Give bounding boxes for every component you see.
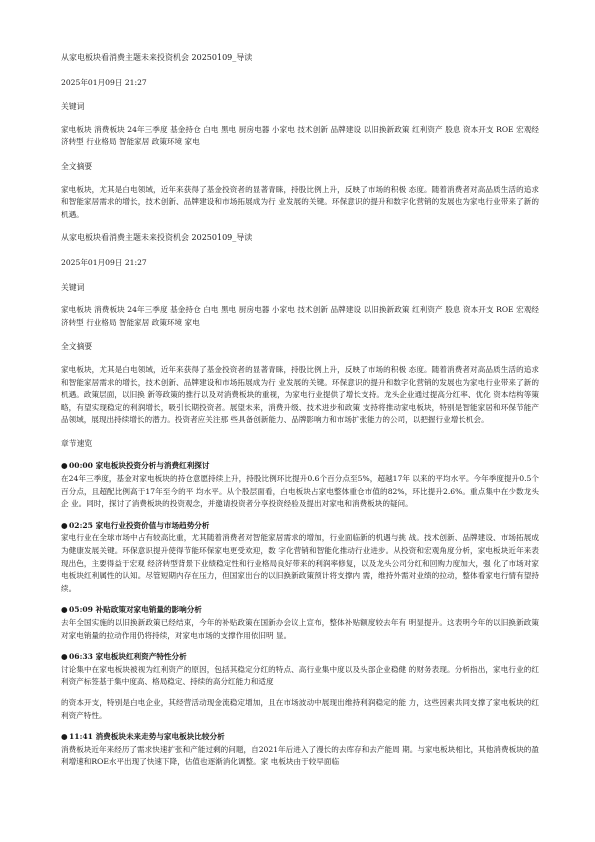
document-date: 2025年01月09日 21:27 [61,77,147,87]
page-break-gap [61,689,539,697]
chapter-body: 讨论集中在家电板块被视为红利资产的原因，包括其稳定分红的特点、高行业集中度以及头部企业稳健 的财务表现。分析指出，家电行业的红利资产标签基于集中度高、格局稳定、持续的高分红能力和适度 [61,664,539,687]
chapter-title: 11:41 消费板块未来走势与家电板块比较分析 [69,732,225,742]
keywords-text-repeat: 家电板块 消费板块 24年三季度 基金持仓 白电 黑电 厨房电器 小家电 技术创新 品牌建设 以旧换新政策 红利资产 股息 资本开支 ROE 宏观经济转型 行业格局 智能家居 政策环境 家电 [61,305,539,327]
chapter-title: 05:09 补贴政策对家电销量的影响分析 [69,605,202,615]
chapter-title: 02:25 家电行业投资价值与市场趋势分析 [69,520,210,530]
keywords-heading: 关键词 [61,102,85,112]
chapter-item [61,460,539,510]
summary-heading: 全文摘要 [61,161,93,171]
chapter-body: 去年全国实施的以旧换新政策已经结束，今年的补贴政策在国新办会议上宣布，整体补贴额度较去年有 明显提升。这表明今年的以旧换新政策对家电销量的拉动作用仍将持续，对家电市场的支撑作用依旧明 显。 [61,618,539,640]
bullet-icon: ● [61,461,68,471]
chapter-item [61,651,539,722]
document-date-repeat: 2025年01月09日 21:27 [61,257,147,267]
chapter-body: 在24年三季度，基金对家电板块的持仓意愿持续上升，持股比例环比提升0.6个百分点至5%，超越17年 以来的平均水平。今年季度提升0.5个百分点，且超配比例高于17年至今的平 均水平。从个股层面看，白电板块占家电整体重仓市值的82%，环比提升2.6%。重点集中在少数龙头企 业。同时，探讨了消费板块的投资观念，并邀请投资者分享投资经验及提出对家电和消费板块的疑问。 [61,474,539,509]
document-title-repeat: 从家电板块看消费主题未来投资机会 20250109_导读 [61,233,253,243]
bullet-icon: ● [61,605,68,615]
document-title: 从家电板块看消费主题未来投资机会 20250109_导读 [61,53,253,62]
bullet-icon: ● [61,732,68,742]
keywords-text: 家电板块 消费板块 24年三季度 基金持仓 白电 黑电 厨房电器 小家电 技术创新 品牌建设 以旧换新政策 红利资产 股息 资本开支 ROE 宏观经济转型 行业格局 智能家居 政策环境 家电 [61,124,539,147]
chapter-body: 家电行业在全球市场中占有较高比重，尤其随着消费者对智能家居需求的增加，行业面临新的机遇与挑 战。技术创新、品牌建设、市场拓展成为健康发展关键。环保意识提升使得节能环保家电更受欢迎，数 字化营销和智能化推动行业进步。从投资和宏观角度分析，家电板块近年来表现出色，主要得益于宏观 经济转型背景下业绩稳定性和行业格局良好带来的利润率修复，以及龙头公司分红和回购力度加大，强 化了市场对家电板块红利属性的认知。尽管短期内存在压力，但国家出台的以旧换新政策预计将支撑内 需，维持外需对业绩的拉动，整体看家电行情有望持续。 [61,533,540,593]
chapters-heading: 章节速览 [61,438,93,448]
summary-text: 家电板块，尤其是白电领域，近年来获得了基金投资者的显著青睐，持股比例上升，反映了市场的积极 态度。随着消费者对高品质生活的追求和智能家居需求的增长，技术创新、品牌建设和市场拓展成为行 业发展的关键。环保意识的提升和数字化营销的发展也为家电行业带来了新的机遇。 [61,184,540,219]
summary-heading-repeat: 全文摘要 [61,342,93,352]
chapter-item [61,520,539,596]
keywords-heading-repeat: 关键词 [61,282,85,292]
chapter-body: 消费板块近年来经历了需求快速扩张和产能过剩的问题，自2021年后进入了漫长的去库存和去产能周 期。与家电板块相比，其他消费板块的盈利增速和ROE水平出现了快速下降，估值也逐渐消化调整。家 电板块由于较早面临 [61,744,539,767]
chapter-item [61,731,539,769]
bullet-icon: ● [61,520,68,530]
chapter-title: 00:00 家电板块投资分析与消费红利探讨 [69,461,210,471]
summary-text-full: 家电板块，尤其是白电领域，近年来获得了基金投资者的显著青睐，持股比例上升，反映了市场的积极 态度。随着消费者对高品质生活的追求和智能家居需求的增长，技术创新、品牌建设和市场拓展成为行 业发展的关键。环保意识的提升和数字化营销的发展也为家电行业带来了新的机遇。政策层面，以旧换 新等政策的推行以及对消费板块的重视，为家电行业提供了增长支持。龙头企业通过提高分红率、优化 资本结构等策略，有望实现稳定的利润增长，吸引长期投资者。展望未来，消费升级、技术进步和政策 支持将推动家电板块，特别是智能家居和环保节能产品领域，展现出持续增长的潜力。投资者应关注那 些具备创新能力、品牌影响力和市场扩张能力的公司，以把握行业增长机会。 [61,364,540,425]
bullet-icon: ● [61,652,68,662]
chapter-body-continued: 的资本开支，特别是白电企业，其经营活动现金流稳定增加，且在市场波动中展现出维持利润稳定的能 力，这些因素共同支撑了家电板块的红利资产特性。 [61,697,539,720]
chapter-item [61,604,539,642]
chapter-title: 06:33 家电板块红利资产特性分析 [69,652,187,662]
